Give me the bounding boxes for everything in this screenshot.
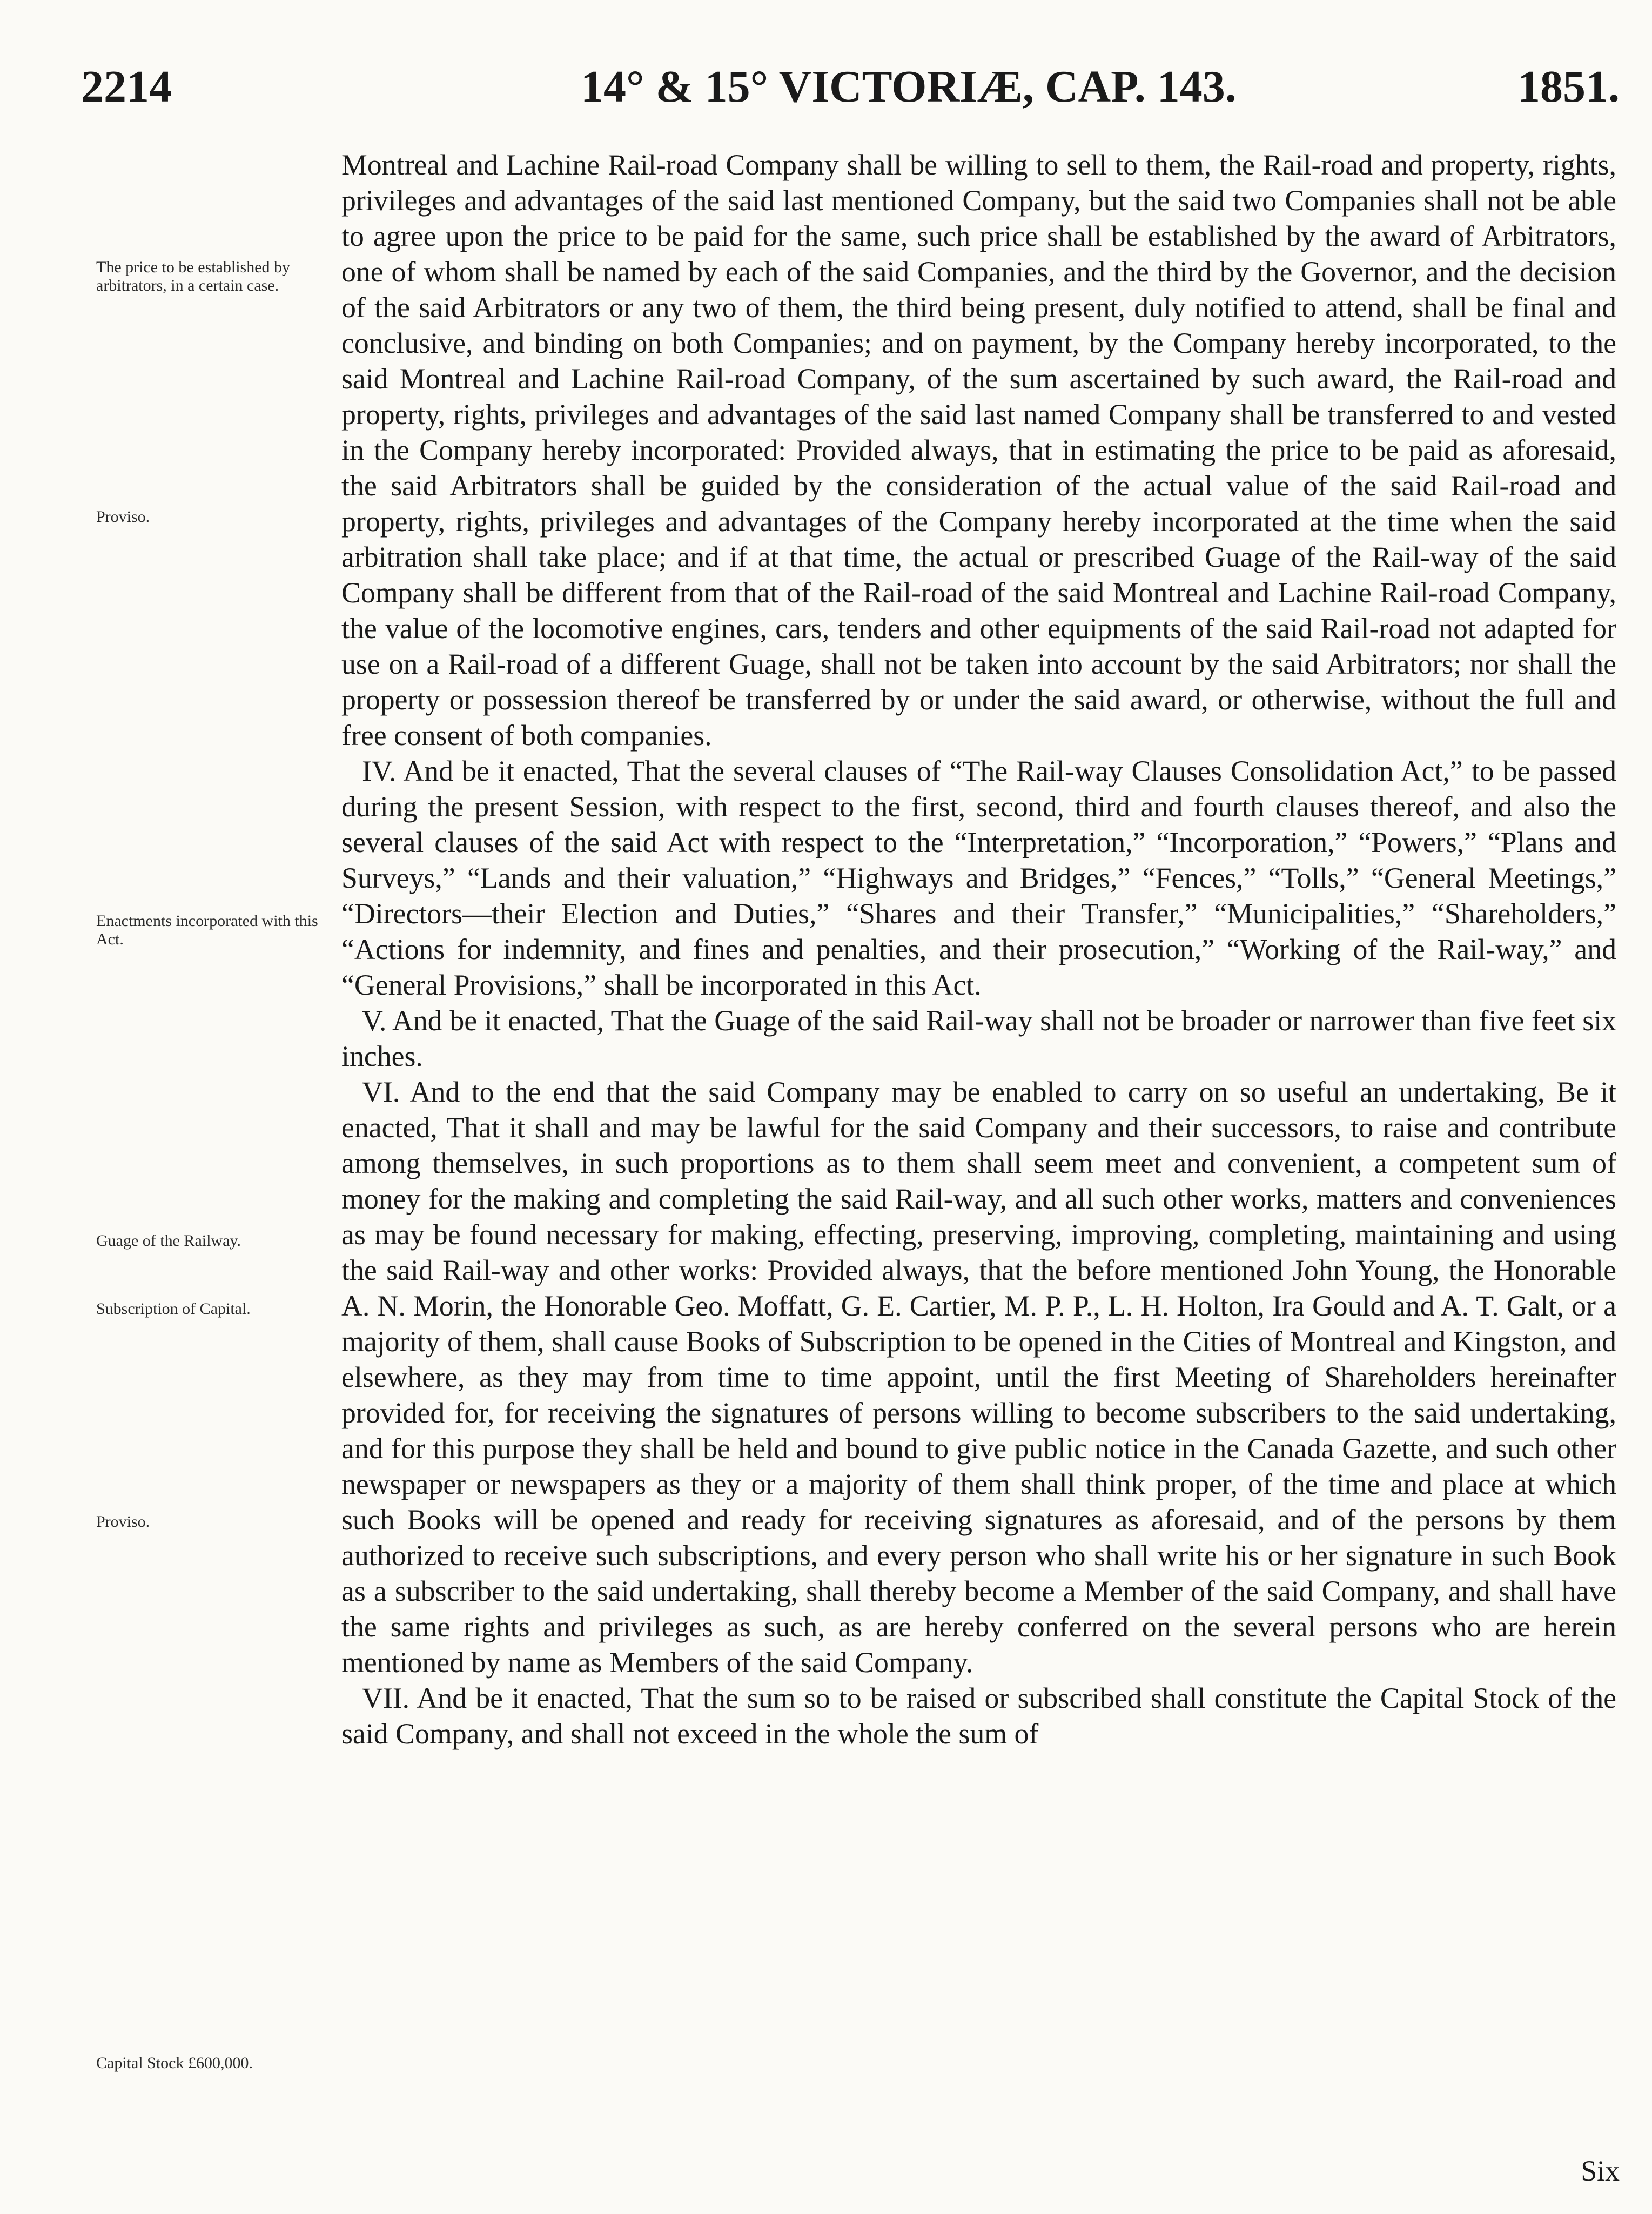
margin-note-capital-stock: Capital Stock £600,000. [96,2054,253,2072]
margin-note-proviso: Proviso. [96,508,150,526]
catchword: Six [1581,2155,1620,2187]
body-text [341,147,1616,1752]
running-title: 14° & 15° VICTORIÆ, CAP. 143. [581,62,1237,112]
section-vii: VII. And be it enacted, That the sum so to be raised or subscribed shall constitute the Capital Stock of the said Company, and shall not exceed in the whole the sum of [341,1682,1616,1750]
margin-note-guage: Guage of the Railway. [96,1232,241,1250]
section-vi: VI. And to the end that the said Company may be enabled to carry on so useful an undertaking, Be it enacted, That it shall and may be lawful for the said Company and their successors, to raise and contribute among themselves, in such proportions as to them shall seem meet and convenient, a competent sum of money for the making and completing the said Rail-way, and all such other works, matters and conveniences as may be found necessary for making, effecting, preserving, improving, completing, maintaining and using the said Rail-way and other works: Provided always, that the before mentioned John Young, the Honorable A. N. Morin, the Honorable Geo. Moffatt, G. E. Cartier, M. P. P., L. H. Holton, Ira Gould and A. T. Galt, or a majority of them, shall cause Books of Subscription to be opened in the Cities of Montreal and Kingston, and elsewhere, as they may from time to time appoint, until the first Meeting of Shareholders hereinafter provided for, for receiving the signatures of persons willing to become subscribers to the said undertaking, and for this purpose they shall be held and bound to give public notice in the Canada Gazette, and such other newspaper or newspapers as they or a majority of them shall think proper, of the time and place at which such Books will be opened and ready for receiving signatures as aforesaid, and of the persons by them authorized to receive such subscriptions, and every person who shall write his or her signature in such Book as a subscriber to the said undertaking, shall thereby become a Member of the said Company, and shall have the same rights and privileges as such, as are hereby conferred on the several persons who are herein mentioned by name as Members of the said Company. [341,1076,1616,1679]
margin-note-subscription: Subscription of Capital. [96,1300,251,1318]
section-v: V. And be it enacted, That the Guage of the said Rail-way shall not be broader or narrower than five feet six inches. [341,1004,1616,1072]
section-iv: IV. And be it enacted, That the several clauses of “The Rail-way Clauses Consolidation Act,” to be passed during the present Session, with respect to the first, second, third and fourth clauses thereof, and also the several clauses of the said Act with respect to the “Interpretation,” “Incorporation,” “Powers,” “Plans and Surveys,” “Lands and their valuation,” “Highways and Bridges,” “Fences,” “Tolls,” “General Meetings,” “Directors—their Election and Duties,” “Shares and their Transfer,” “Municipalities,” “Shareholders,” “Actions for indemnity, and fines and penalties, and their prosecution,” “Working of the Rail-way,” and “General Provisions,” shall be incorporated in this Act. [341,755,1616,1001]
margin-note-proviso-2: Proviso. [96,1513,150,1531]
page-number: 2214 [81,62,172,112]
paragraph-continuation: Montreal and Lachine Rail-road Company shall be willing to sell to them, the Rail-road and property, rights, privileges and advantages of the said last mentioned Company, but the said two Companies shall not be able to agree upon the price to be paid for the same, such price shall be established by the award of Arbitrators, one of whom shall be named by each of the said Companies, and the third by the Governor, and the decision of the said Arbitrators or any two of them, the third being present, duly notified to attend, shall be final and conclusive, and binding on both Companies; and on payment, by the Company hereby incorporated, to the said Montreal and Lachine Rail-road Company, of the sum ascertained by such award, the Rail-road and property, rights, privileges and advantages of the said last named Company shall be transferred to and vested in the Company hereby incorporated: Provided always, that in estimating the price to be paid as aforesaid, the said Arbitrators shall be guided by the consideration of the actual value of the said Rail-road and property, rights, privileges and advantages of the Company hereby incorporated at the time when the said arbitration shall take place; and if at that time, the actual or prescribed Guage of the Rail-way of the said Company shall be different from that of the Rail-road of the said Montreal and Lachine Rail-road Company, the value of the locomotive engines, cars, tenders and other equipments of the said Rail-road not adapted for use on a Rail-road of a different Guage, shall not be taken into account by the said Arbitrators; nor shall the property or possession thereof be transferred by or under the said award, or otherwise, without the full and free consent of both companies. [341,149,1616,752]
margin-note-arbitration: The price to be established by arbitrators, in a certain case. [96,258,291,294]
year: 1851. [1517,62,1620,112]
margin-note-enactments: Enactments incorporated with this Act. [96,912,318,948]
page-header [0,61,1652,120]
